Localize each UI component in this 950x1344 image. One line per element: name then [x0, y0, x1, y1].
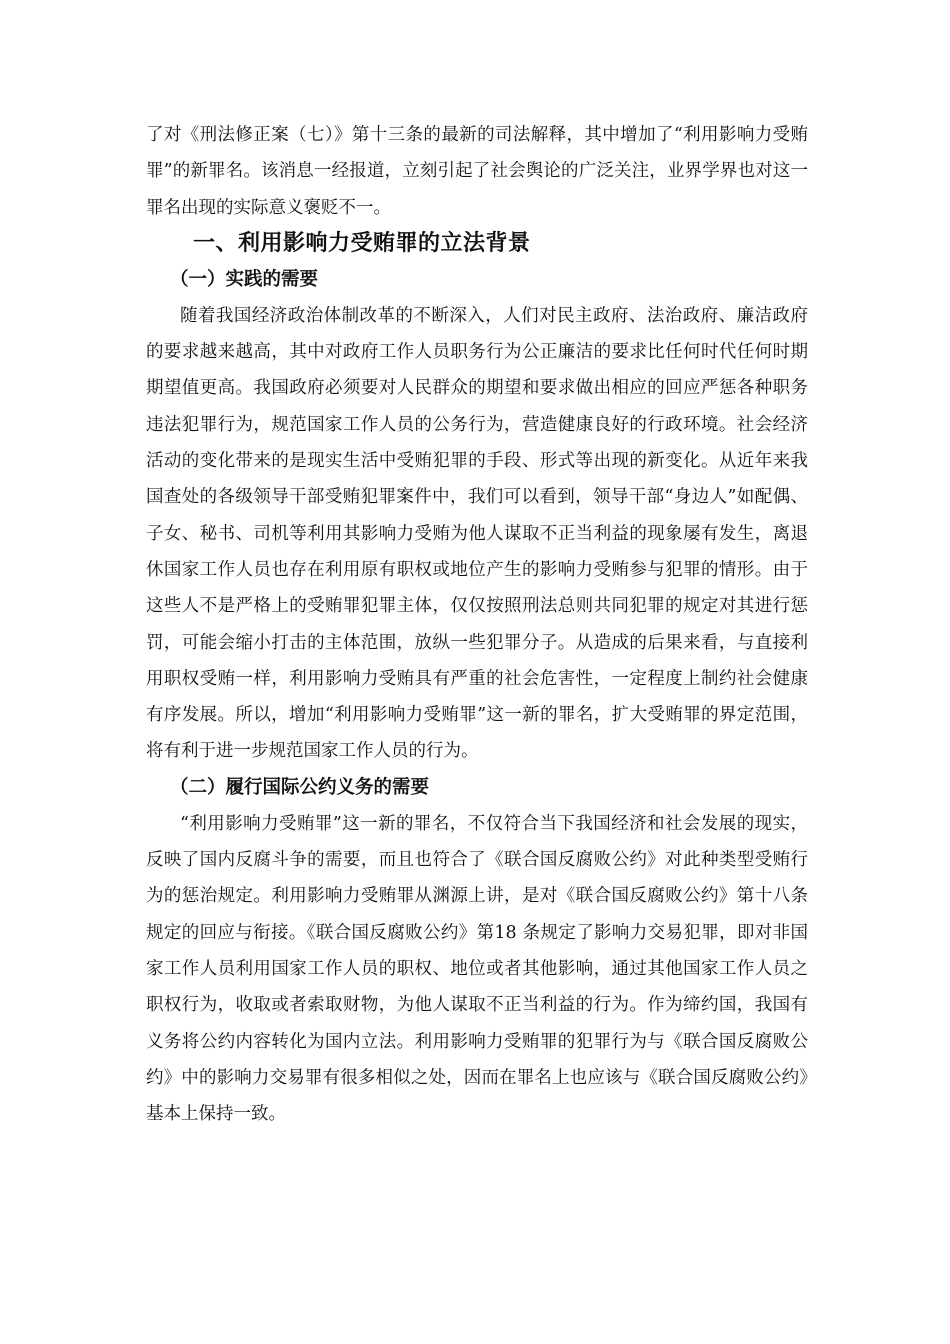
document-body — [146, 117, 808, 1132]
practice-paragraph: 随着我国经济政治体制改革的不断深入，人们对民主政府、法治政府、廉洁政府的要求越来越高，其中对政府工作人员职务行为公正廉洁的要求比任何时代任何时期期望值更高。我国政府必须要对人民群众的期望和要求做出相应的回应严惩各种职务违法犯罪行为，规范国家工作人员的公务行为，营造健康良好的行政环境。社会经济活动的变化带来的是现实生活中受贿犯罪的手段、形式等出现的新变化。从近年来我国查处的各级领导干部受贿犯罪案件中，我们可以看到，领导干部“身边人”如配偶、子女、秘书、司机等利用其影响力受贿为他人谋取不正当利益的现象屡有发生，离退休国家工作人员也存在利用原有职权或地位产生的影响力受贿参与犯罪的情形。由于这些人不是严格上的受贿罪犯罪主体，仅仅按照刑法总则共同犯罪的规定对其进行惩罚，可能会缩小打击的主体范围，放纵一些犯罪分子。从造成的后果来看，与直接利用职权受贿一样，利用影响力受贿具有严重的社会危害性，一定程度上制约社会健康有序发展。所以，增加“利用影响力受贿罪”这一新的罪名，扩大受贿罪的界定范围，将有利于进一步规范国家工作人员的行为。 — [146, 305, 808, 762]
subsection-heading-practice: （一）实践的需要 — [170, 268, 319, 290]
subsection-heading-convention: （二）履行国际公约义务的需要 — [170, 776, 430, 798]
convention-paragraph: “利用影响力受贿罪”这一新的罪名，不仅符合当下我国经济和社会发展的现实，反映了国内反腐斗争的需要，而且也符合了《联合国反腐败公约》对此种类型受贿行为的惩治规定。利用影响力受贿罪从渊源上讲，是对《联合国反腐败公约》第十八条规定的回应与衔接。《联合国反腐败公约》第18 条规定了影响力交易犯罪，即对非国家工作人员利用国家工作人员的职权、地位或者其他影响，通过其他国家工作人员之职权行为，收取或者索取财物，为他人谋取不正当利益的行为。作为缔约国，我国有义务将公约内容转化为国内立法。利用影响力受贿罪的犯罪行为与《联合国反腐败公约》中的影响力交易罪有很多相似之处，因而在罪名上也应该与《联合国反腐败公约》基本上保持一致。 — [146, 813, 808, 1125]
intro-paragraph: 了对《刑法修正案（七）》第十三条的最新的司法解释，其中增加了“利用影响力受贿罪”的新罪名。该消息一经报道，立刻引起了社会舆论的广泛关注，业界学界也对这一罪名出现的实际意义褒贬不一。 — [146, 125, 808, 218]
section-heading: 一、利用影响力受贿罪的立法背景 — [193, 230, 531, 256]
